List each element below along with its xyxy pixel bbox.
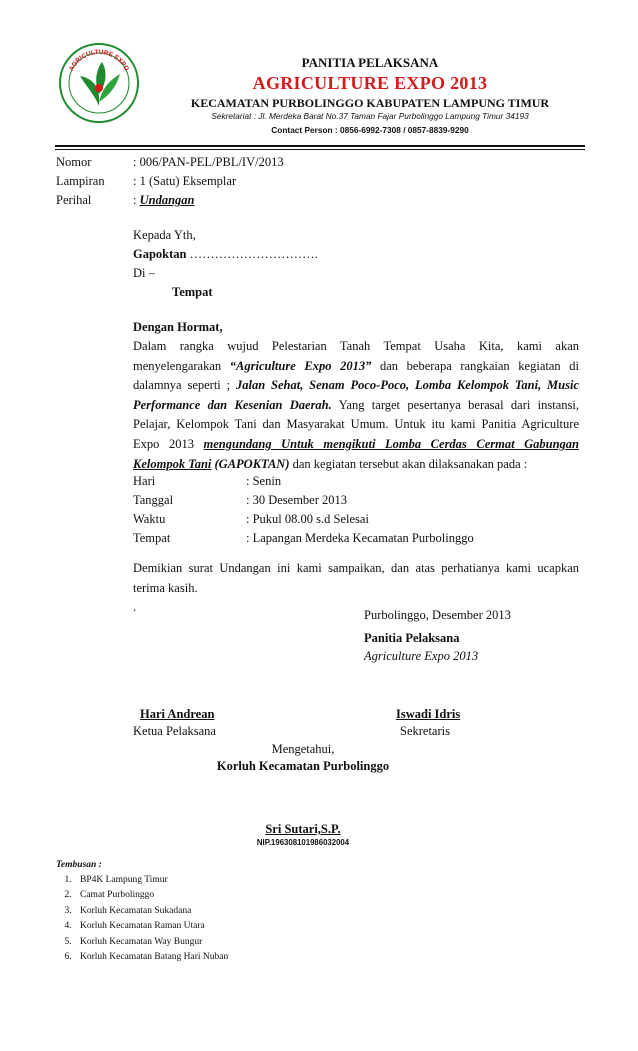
nomor-label: Nomor <box>56 155 92 169</box>
list-item: 6. Korluh Kecamatan Batang Hari Nuban <box>64 952 229 963</box>
signature-org-sub: Agriculture Expo 2013 <box>364 649 479 663</box>
chairman-title: Ketua Pelaksana <box>133 724 216 738</box>
schedule-place-value: : Lapangan Merdeka Kecamatan Purbolinggo <box>246 531 474 545</box>
chairman-name: Hari Andrean <box>140 707 215 721</box>
secretary-title: Sekretaris <box>400 724 450 738</box>
list-item: 4. Korluh Kecamatan Raman Utara <box>64 921 205 932</box>
recipient-place: Tempat <box>172 285 213 299</box>
schedule-place-label: Tempat <box>133 531 171 545</box>
lampiran-value: : 1 (Satu) Eksemplar <box>133 174 237 188</box>
place-date: Purbolinggo, Desember 2013 <box>364 608 511 622</box>
recipient-name: Gapoktan …………………………. <box>133 247 318 261</box>
event-title: AGRICULTURE EXPO 2013 <box>252 73 488 93</box>
knowing-label: Mengetahui, <box>271 742 335 756</box>
knowing-org: Korluh Kecamatan Purbolinggo <box>216 759 390 773</box>
logo-text: AGRICULTURE EXPO <box>67 48 130 73</box>
secretariat-address: Sekretariat : Jl. Merdeka Barat No.37 Taman Fajar Purbolinggo Lampung Timur 34193 <box>211 111 529 121</box>
schedule-date-value: : 30 Desember 2013 <box>246 493 348 507</box>
body-paragraph: Dalam rangka wujud Pelestarian Tanah Tempat Usaha Kita, kami akan menyelengarakan “Agriculture Expo 2013” dan beberapa rangkaian kegiatan di dalamnya seperti ; Jalan Sehat, Senam Poco-Poco, Lomba Kelompok Tani, Music Performance dan Kesenian Daerah. Yang target pesertanya berasal dari instansi, Pelajar, Kelompok Tani dan Masyarakat Umum. Untuk itu kami Panitia Agriculture Expo 2013 mengundang Untuk mengikuti Lomba Cerdas Cermat Gabungan Kelompok Tani (GAPOKTAN) dan kegiatan tersebut akan dilaksanakan pada : <box>133 339 580 471</box>
schedule-day-value: : Senin <box>246 474 282 488</box>
list-item: 3. Korluh Kecamatan Sukadana <box>64 905 192 916</box>
nomor-value: : 006/PAN-PEL/PBL/IV/2013 <box>133 155 284 169</box>
cc-list <box>56 873 228 965</box>
recipient-di: Di – <box>133 266 155 280</box>
list-item: 2. Camat Purbolinggo <box>64 890 155 901</box>
head-nip: NIP.196308101986032004 <box>256 838 350 847</box>
closing-paragraph: Demikian surat Undangan ini kami sampaikan, dan atas perhatianya kami ucapkan terima kasih. . <box>133 561 579 615</box>
schedule-day-label: Hari <box>133 474 156 488</box>
greeting: Kepada Yth, <box>133 228 196 242</box>
opening-salutation: Dengan Hormat, <box>133 320 223 334</box>
schedule-date-label: Tanggal <box>133 493 174 507</box>
schedule-time-value: : Pukul 08.00 s.d Selesai <box>246 512 369 526</box>
cc-title: Tembusan : <box>56 860 102 870</box>
perihal-label: Perihal <box>56 193 92 207</box>
secretary-name: Iswadi Idris <box>396 707 461 721</box>
committee-title: PANITIA PELAKSANA <box>301 55 439 70</box>
organization-logo <box>58 42 140 124</box>
header-rule-thin <box>55 149 585 150</box>
list-item: 1. BP4K Lampung Timur <box>64 875 168 885</box>
signature-org: Panitia Pelaksana <box>364 631 460 645</box>
header-rule <box>55 145 585 147</box>
contact-person: Contact Person : 0856-6992-7308 / 0857-8839-9290 <box>271 125 469 135</box>
lampiran-label: Lampiran <box>56 174 105 188</box>
perihal-value: : Undangan <box>133 193 195 207</box>
district-title: KECAMATAN PURBOLINGGO KABUPATEN LAMPUNG TIMUR <box>190 96 550 110</box>
head-name: Sri Sutari,S.P. <box>265 822 341 836</box>
list-item: 5. Korluh Kecamatan Way Bungur <box>64 936 203 947</box>
schedule-time-label: Waktu <box>133 512 166 526</box>
